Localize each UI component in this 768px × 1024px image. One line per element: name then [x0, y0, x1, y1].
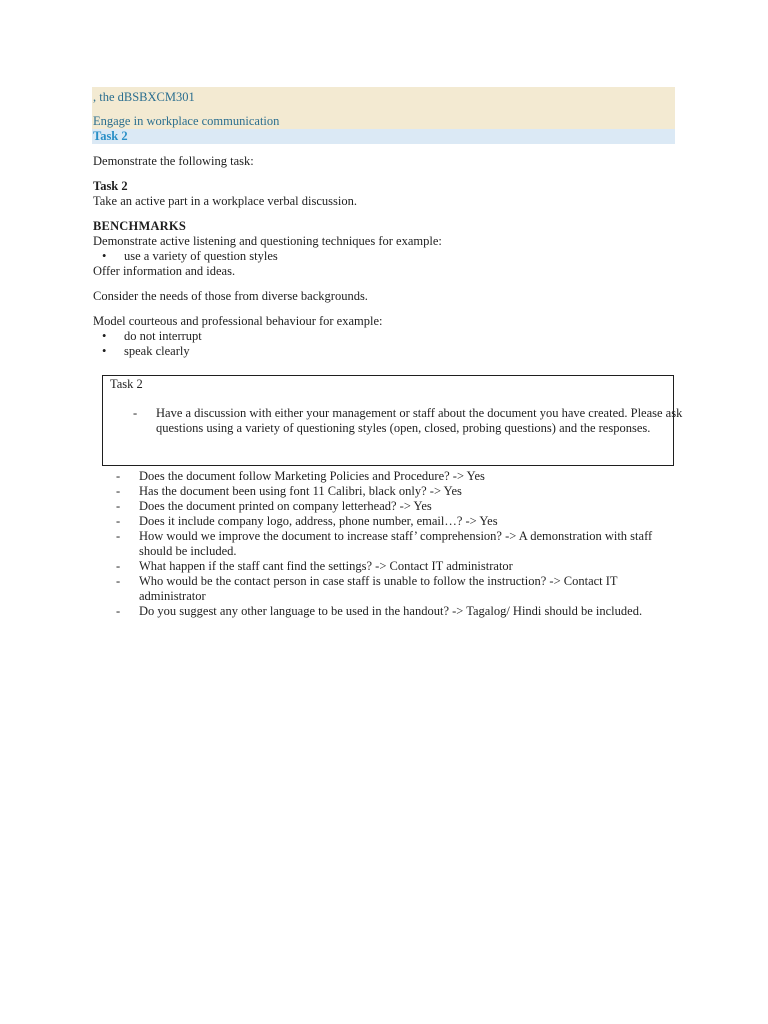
bullet-icon: •: [102, 249, 107, 263]
task-heading: Task 2: [92, 129, 675, 144]
dash-icon: -: [116, 529, 121, 543]
dash-icon: -: [116, 499, 121, 513]
list-item: - Does the document follow Marketing Policies and Procedure? -> Yes: [116, 469, 485, 483]
dash-icon: -: [116, 514, 121, 528]
qa-list: [116, 469, 672, 619]
listening-text: Demonstrate active listening and questioning techniques for example:: [93, 234, 442, 248]
model-text: Model courteous and professional behaviour for example:: [93, 314, 383, 328]
task-box-item: - Have a discussion with either your management or staff about the document you have created. Please ask questions using a variety of questioning styles (open, closed, probing questions) and the responses.: [133, 406, 683, 435]
dash-icon: -: [116, 469, 121, 483]
task-label: Task 2: [93, 179, 128, 193]
unit-code: , the dBSBXCM301: [93, 90, 195, 104]
bullet-icon: •: [102, 329, 107, 343]
document-body: [93, 87, 675, 359]
list-item: - Has the document been using font 11 Calibri, black only? -> Yes: [116, 484, 462, 498]
task-box: [102, 375, 683, 466]
dash-icon: -: [116, 574, 121, 588]
consider-text: Consider the needs of those from diverse backgrounds.: [93, 289, 368, 303]
dash-icon: -: [133, 406, 138, 420]
header-band: [92, 87, 675, 129]
list-item: - Who would be the contact person in case staff is unable to follow the instruction? -> Contact IT administrator: [116, 574, 618, 603]
list-item: • do not interrupt: [102, 329, 202, 343]
dash-icon: -: [116, 484, 121, 498]
list-item: - Do you suggest any other language to be used in the handout? -> Tagalog/ Hindi should be included.: [116, 604, 643, 618]
offer-text: Offer information and ideas.: [93, 264, 236, 278]
unit-title: Engage in workplace communication: [93, 114, 280, 128]
task-box-title: Task 2: [110, 377, 143, 391]
list-item: - Does it include company logo, address, phone number, email…? -> Yes: [116, 514, 498, 528]
list-item: • speak clearly: [102, 344, 190, 358]
intro-text: Demonstrate the following task:: [93, 154, 254, 168]
list-item: - Does the document printed on company letterhead? -> Yes: [116, 499, 432, 513]
task-description: Take an active part in a workplace verbal discussion.: [93, 194, 357, 208]
model-bullets: [93, 329, 675, 359]
bullet-icon: •: [102, 344, 107, 358]
benchmarks-heading: BENCHMARKS: [93, 219, 186, 233]
listening-bullets: [93, 249, 675, 264]
dash-icon: -: [116, 559, 121, 573]
list-item: - How would we improve the document to increase staff’ comprehension? -> A demonstration with staff should be included.: [116, 529, 653, 558]
list-item: - What happen if the staff cant find the settings? -> Contact IT administrator: [116, 559, 513, 573]
dash-icon: -: [116, 604, 121, 618]
list-item: • use a variety of question styles: [102, 249, 278, 263]
